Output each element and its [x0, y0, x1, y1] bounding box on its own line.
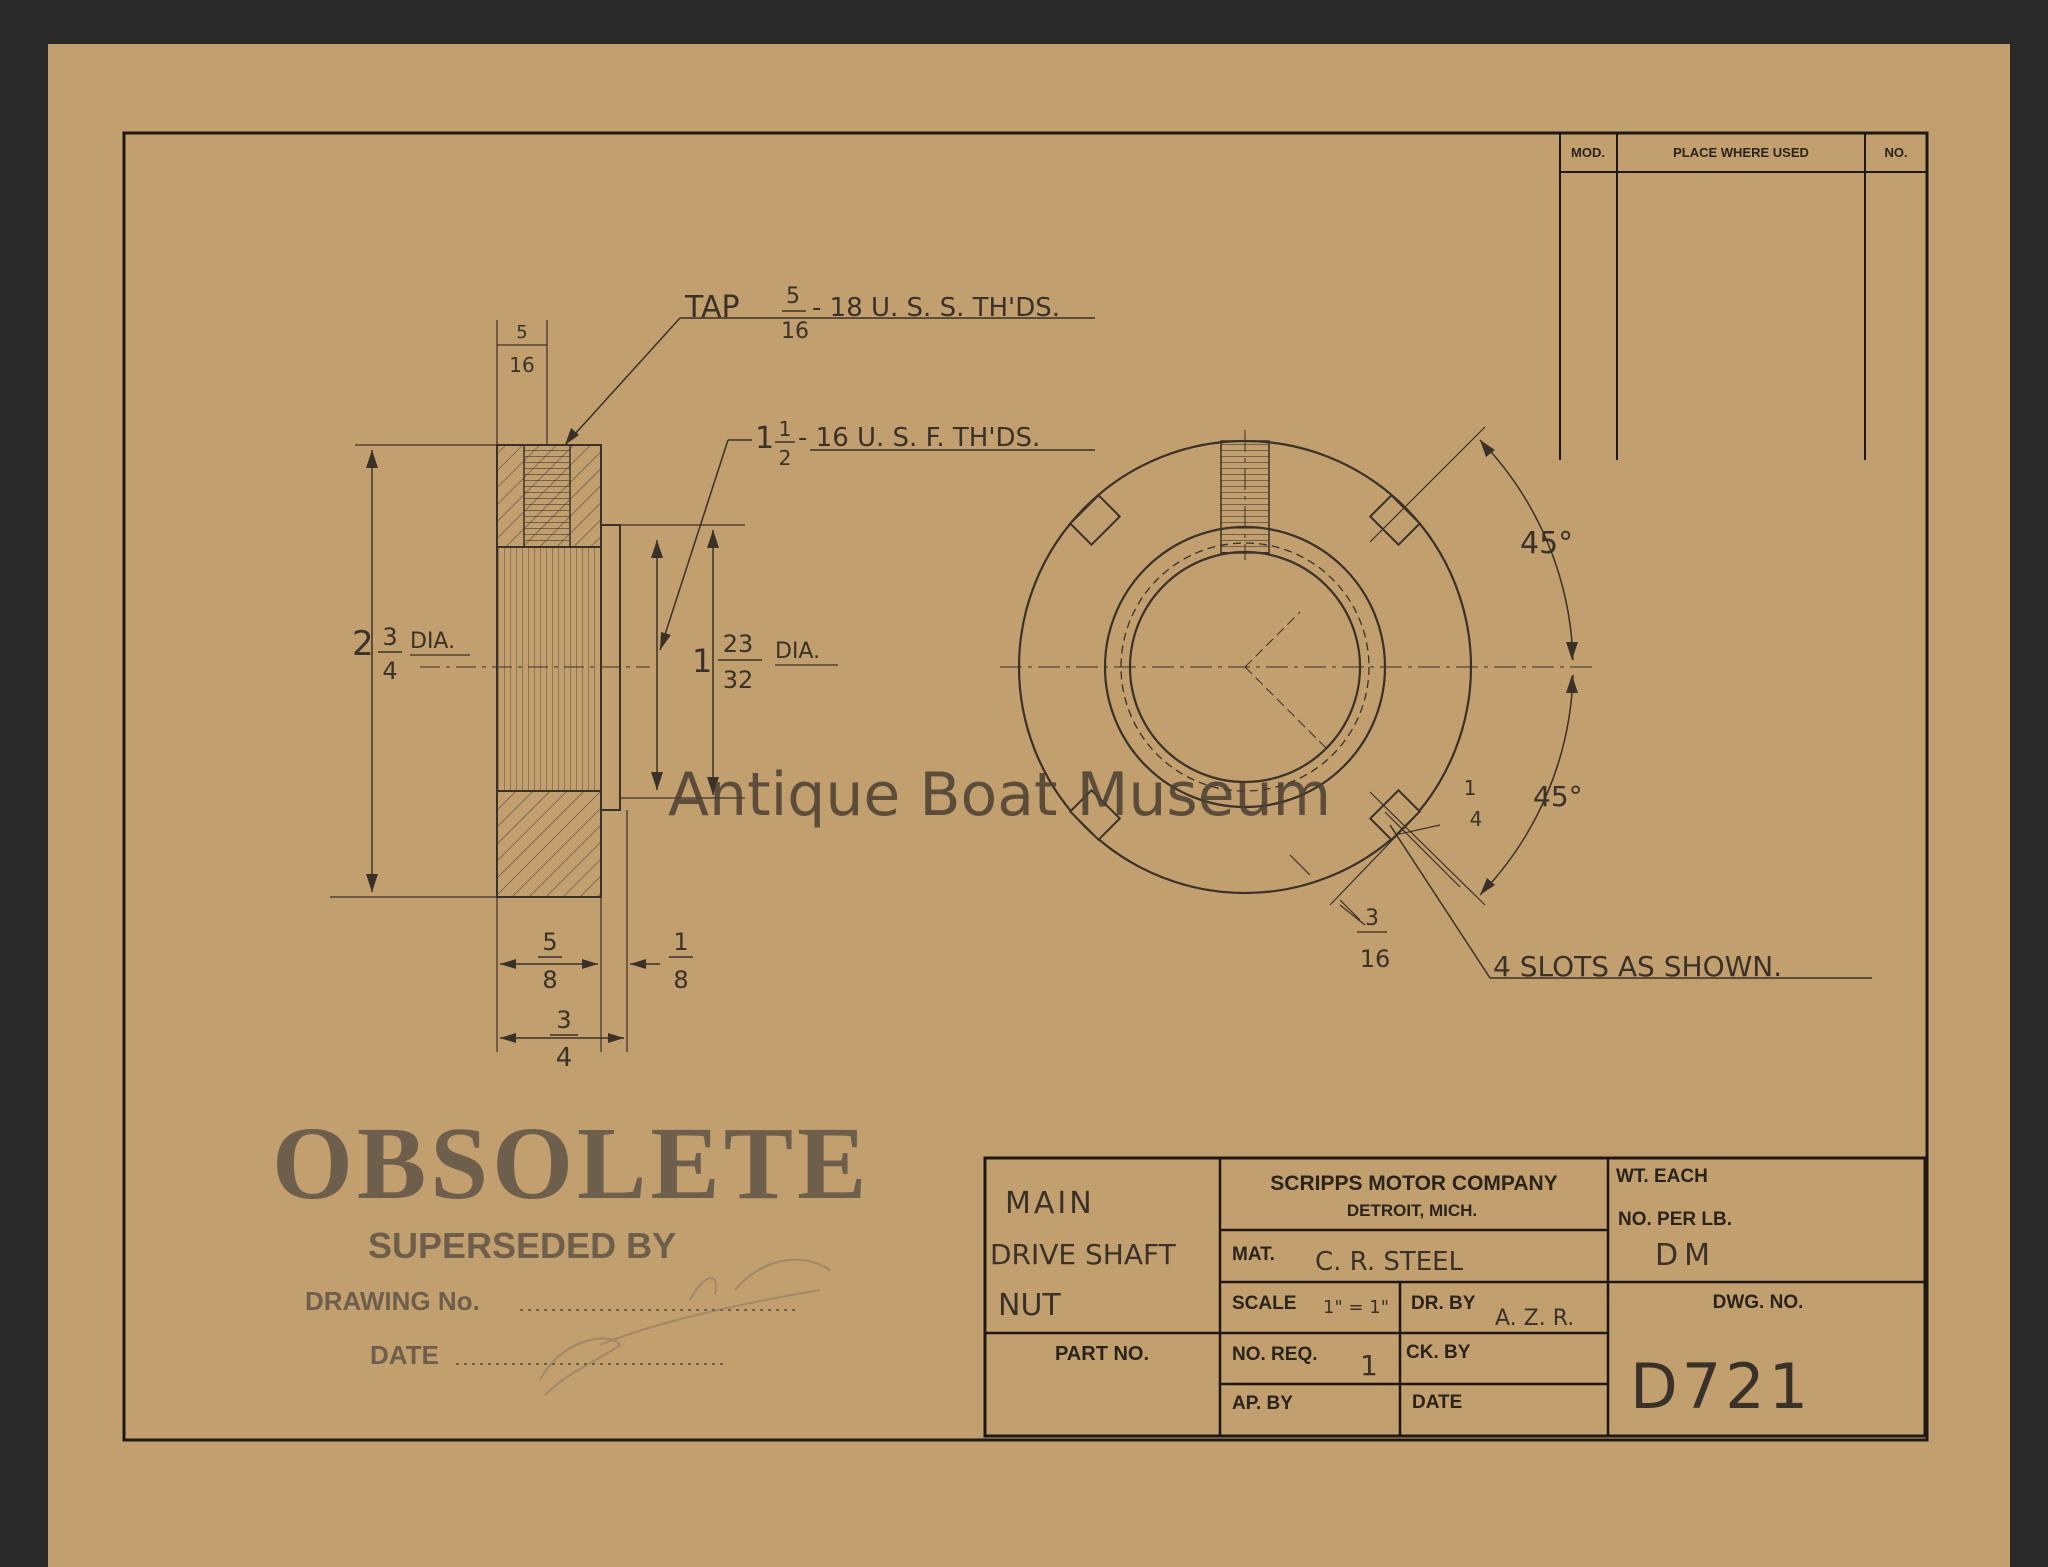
part-name-line2: DRIVE SHAFT [990, 1238, 1176, 1271]
width-58-num: 5 [542, 928, 558, 956]
dr-by-label: DR. BY [1411, 1293, 1476, 1314]
dwg-no-value: D721 [1630, 1350, 1813, 1423]
obsolete-text: OBSOLETE [272, 1106, 871, 1221]
no-per-lb-value: DM [1655, 1238, 1716, 1273]
title-block [985, 1158, 1925, 1436]
wt-each-label: WT. EACH [1616, 1166, 1708, 1187]
outer-dia-whole: 2 [352, 624, 374, 664]
date-label: DATE [1412, 1392, 1463, 1413]
scale-value: 1" = 1" [1323, 1297, 1389, 1318]
thread-num: 1 [778, 417, 792, 441]
slot-depth-num: 1 [1463, 776, 1477, 800]
no-per-lb-label: NO. PER LB. [1618, 1209, 1733, 1230]
mat-label: MAT. [1232, 1244, 1275, 1265]
scale-label: SCALE [1232, 1293, 1297, 1314]
inner-dia-den: 32 [722, 666, 754, 694]
dwg-no-label: DWG. NO. [1712, 1292, 1804, 1313]
angle-bottom-label: 45° [1533, 780, 1583, 813]
tap-thread-spec: - 18 U. S. S. TH'DS. [812, 293, 1060, 323]
width-18-num: 1 [673, 928, 689, 956]
mat-value: C. R. STEEL [1315, 1247, 1464, 1277]
no-req-value: 1 [1360, 1349, 1378, 1382]
thread-spec: - 16 U. S. F. TH'DS. [798, 423, 1041, 453]
width-34-num: 3 [556, 1006, 572, 1034]
top-width-den: 16 [509, 353, 535, 377]
outer-dia-suffix: DIA. [410, 629, 456, 654]
tap-fraction-num: 5 [786, 284, 800, 309]
part-name-line1: MAIN [1005, 1186, 1095, 1221]
thread-whole: 1 [755, 421, 775, 456]
angle-top-label: 45° [1520, 526, 1574, 561]
superseded-by-text: SUPERSEDED BY [368, 1225, 677, 1266]
top-width-num: 5 [516, 322, 528, 343]
part-name-line3: NUT [998, 1288, 1061, 1323]
rev-header-mod: MOD. [1571, 145, 1605, 160]
rev-header-place: PLACE WHERE USED [1673, 145, 1809, 160]
stamp-date-label: DATE [370, 1340, 439, 1370]
slot-depth-den: 4 [1469, 807, 1483, 831]
width-34-den: 4 [555, 1043, 573, 1073]
slot-width-den: 16 [1359, 945, 1391, 973]
thread-den: 2 [778, 446, 792, 470]
front-view [1000, 427, 1872, 978]
dr-by-value: A. Z. R. [1495, 1306, 1575, 1331]
tap-note-label: TAP [685, 290, 740, 325]
ap-by-label: AP. BY [1232, 1393, 1293, 1414]
obsolete-stamp [272, 1106, 870, 1395]
width-18-den: 8 [673, 966, 689, 994]
museum-watermark: Antique Boat Museum [668, 760, 1332, 830]
company-name: SCRIPPS MOTOR COMPANY [1270, 1172, 1558, 1195]
part-no-label: PART NO. [1054, 1343, 1150, 1365]
outer-dia-den: 4 [382, 657, 398, 685]
slot-width-num: 3 [1365, 906, 1379, 931]
outer-dia-num: 3 [382, 623, 398, 651]
company-city: DETROIT, MICH. [1346, 1201, 1478, 1220]
no-req-label: NO. REQ. [1232, 1344, 1318, 1365]
inner-dia-whole: 1 [692, 642, 713, 680]
inner-dia-num: 23 [722, 630, 754, 658]
inner-dia-suffix: DIA. [775, 639, 821, 664]
ck-by-label: CK. BY [1406, 1342, 1471, 1363]
tap-fraction-den: 16 [781, 319, 809, 344]
revision-table [1560, 133, 1927, 460]
stamp-drawing-no-label: DRAWING No. [305, 1286, 480, 1316]
width-58-den: 8 [542, 966, 558, 994]
rev-header-no: NO. [1884, 145, 1908, 160]
slots-note: 4 SLOTS AS SHOWN. [1493, 950, 1783, 983]
